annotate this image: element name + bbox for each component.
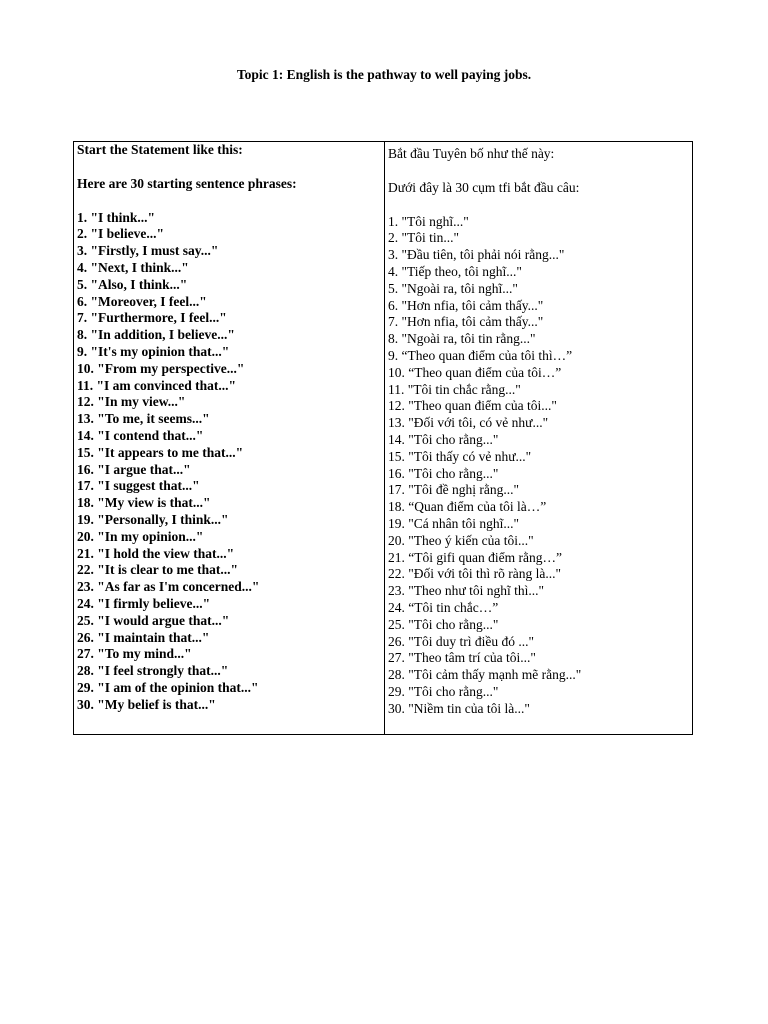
phrase-item: 14. "I contend that..." [77, 427, 204, 443]
phrase-item: 13. "Đối với tôi, có vẻ như..." [388, 415, 549, 431]
phrase-item: 16. "I argue that..." [77, 461, 191, 477]
english-heading: Start the Statement like this: [77, 142, 243, 157]
phrase-item: 15. "Tôi thấy có vẻ như..." [388, 448, 532, 464]
phrase-item: 22. "It is clear to me that..." [77, 562, 238, 578]
vietnamese-phrase-list [388, 214, 692, 718]
phrase-item: 26. "I maintain that..." [77, 629, 210, 645]
phrase-item: 16. "Tôi cho rằng..." [388, 465, 499, 481]
phrase-item: 27. "Theo tâm trí của tôi..." [388, 650, 536, 666]
phrase-item: 9. "It's my opinion that..." [77, 343, 230, 359]
phrase-item: 10. "From my perspective..." [77, 360, 245, 376]
phrase-item: 29. "I am of the opinion that..." [77, 679, 259, 695]
phrase-item: 28. "I feel strongly that..." [77, 663, 229, 679]
phrase-item: 6. "Moreover, I feel..." [77, 293, 207, 309]
english-phrase-list [77, 210, 384, 714]
phrase-item: 12. "Theo quan điểm của tôi..." [388, 398, 557, 414]
phrases-table [73, 141, 693, 735]
phrase-item: 15. "It appears to me that..." [77, 444, 244, 460]
document-title: Topic 1: English is the pathway to well paying jobs. [236, 67, 532, 82]
phrase-item: 3. "Firstly, I must say..." [77, 243, 219, 259]
phrase-item: 19. "Personally, I think..." [77, 511, 229, 527]
vietnamese-column [385, 142, 692, 734]
phrase-item: 24. "I firmly believe..." [77, 595, 211, 611]
phrase-item: 12. "In my view..." [77, 394, 186, 410]
phrase-item: 25. "I would argue that..." [77, 612, 230, 628]
phrase-item: 10. “Theo quan điểm của tôi…” [388, 364, 562, 380]
phrase-item: 26. "Tôi duy trì điều đó ..." [388, 633, 535, 649]
phrase-item: 1. "Tôi nghĩ..." [388, 213, 469, 229]
phrase-item: 11. "I am convinced that..." [77, 377, 236, 393]
phrase-item: 8. "In addition, I believe..." [77, 327, 235, 343]
phrase-item: 29. "Tôi cho rằng..." [388, 683, 499, 699]
phrase-item: 4. "Tiếp theo, tôi nghĩ..." [388, 263, 522, 279]
phrase-item: 17. "Tôi đề nghị rằng..." [388, 482, 519, 498]
phrase-item: 22. "Đối với tôi thì rõ ràng là..." [388, 566, 562, 582]
phrase-item: 7. "Furthermore, I feel..." [77, 310, 227, 326]
english-subheading: Here are 30 starting sentence phrases: [77, 175, 297, 191]
phrase-item: 6. "Hơn nfia, tôi cảm thấy..." [388, 297, 544, 313]
phrase-item: 27. "To my mind..." [77, 646, 192, 662]
vietnamese-subheading: Dưới đây là 30 cụm tfi bắt đầu câu: [388, 179, 580, 195]
phrase-item: 13. "To me, it seems..." [77, 411, 210, 427]
vietnamese-heading: Bắt đầu Tuyên bố như thế này: [388, 146, 555, 161]
phrase-item: 1. "I think..." [77, 209, 156, 225]
phrase-item: 25. "Tôi cho rằng..." [388, 616, 499, 632]
phrase-item: 5. "Also, I think..." [77, 276, 188, 292]
phrase-item: 19. "Cá nhân tôi nghĩ..." [388, 515, 520, 531]
phrase-item: 23. "As far as I'm concerned..." [77, 579, 260, 595]
phrase-item: 20. "Theo ý kiến của tôi..." [388, 532, 534, 548]
phrase-item: 30. "Niềm tin của tôi là..." [388, 700, 530, 716]
phrase-item: 21. “Tôi gifi quan điểm rằng…” [388, 549, 562, 565]
phrase-item: 4. "Next, I think..." [77, 259, 189, 275]
phrase-item: 30. "My belief is that..." [77, 696, 216, 712]
phrase-item: 14. "Tôi cho rằng..." [388, 431, 499, 447]
phrase-item: 17. "I suggest that..." [77, 478, 200, 494]
phrase-item: 21. "I hold the view that..." [77, 545, 235, 561]
phrase-item: 20. "In my opinion..." [77, 528, 204, 544]
english-column [74, 142, 385, 734]
phrase-item: 18. "My view is that..." [77, 495, 211, 511]
phrase-item: 3. "Đầu tiên, tôi phải nói rằng..." [388, 247, 565, 263]
phrase-item: 5. "Ngoài ra, tôi nghĩ..." [388, 280, 518, 296]
phrase-item: 24. “Tôi tin chắc…” [388, 599, 499, 615]
phrase-item: 11. "Tôi tin chắc rằng..." [388, 381, 521, 397]
phrase-item: 2. "Tôi tin..." [388, 230, 460, 246]
phrase-item: 2. "I believe..." [77, 226, 164, 242]
phrase-item: 28. "Tôi cảm thấy mạnh mẽ rằng..." [388, 667, 582, 683]
phrase-item: 8. "Ngoài ra, tôi tin rằng..." [388, 331, 536, 347]
phrase-item: 7. "Hơn nfia, tôi cảm thấy..." [388, 314, 544, 330]
phrase-item: 9. “Theo quan điểm của tôi thì…” [388, 347, 573, 363]
phrase-item: 23. "Theo như tôi nghĩ thì..." [388, 583, 544, 599]
phrase-item: 18. “Quan điểm của tôi là…” [388, 499, 547, 515]
